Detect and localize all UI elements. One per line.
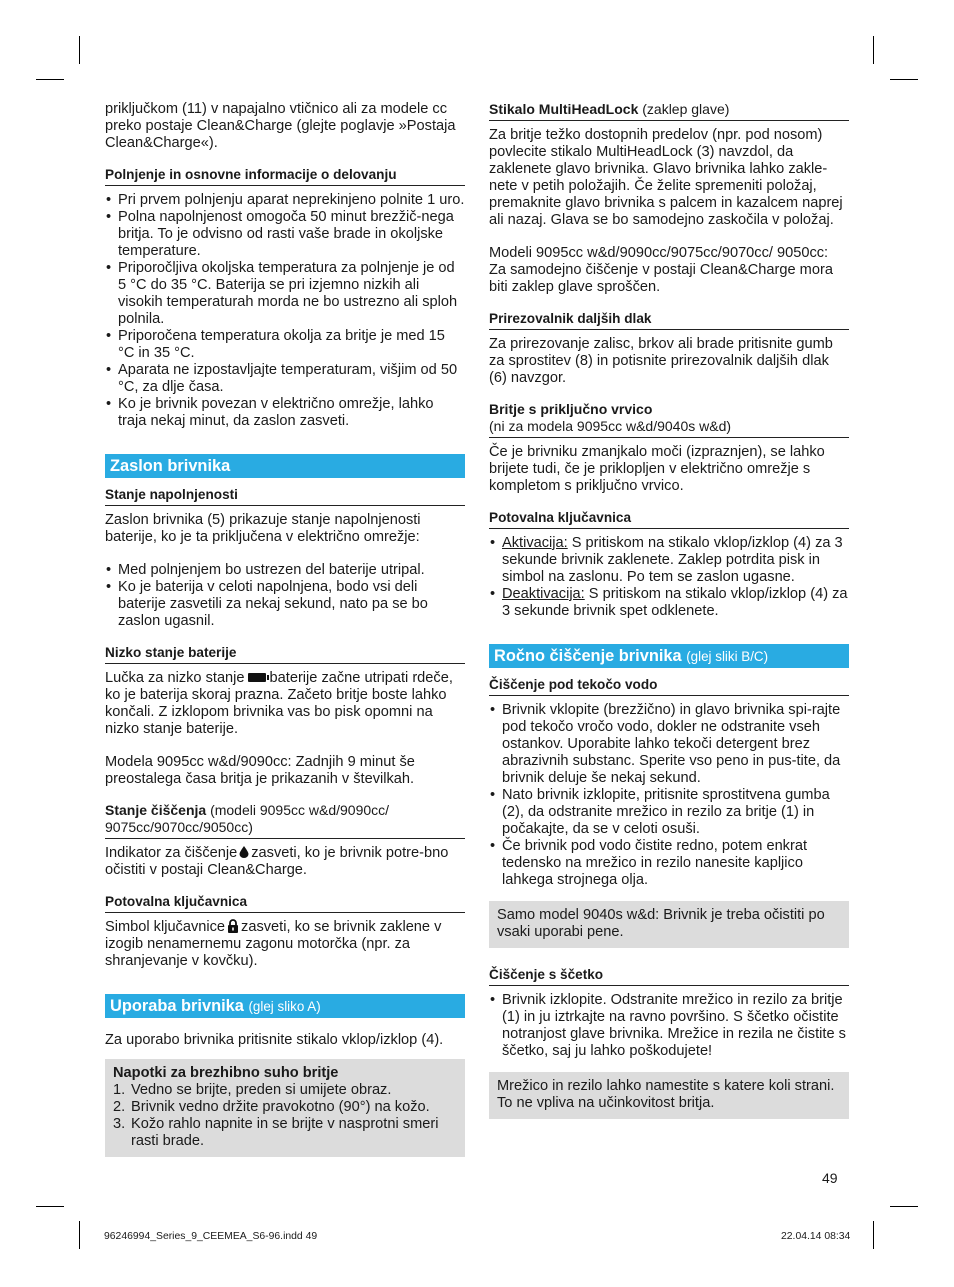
display-section-title: Zaslon brivnika xyxy=(110,457,231,475)
crop-mark xyxy=(890,79,918,80)
water-clean-heading: Čiščenje pod tekočo vodo xyxy=(489,676,849,696)
crop-mark xyxy=(890,1206,918,1207)
charging-list xyxy=(105,192,465,430)
dry-shave-tips-box xyxy=(105,1059,465,1157)
list-item: • Med polnjenjem bo ustrezen del baterije utripal. xyxy=(105,562,465,579)
foil-note: Mrežico in rezilo lahko namestite s katere koli strani. To ne vpliva na učinkovitost britja. xyxy=(497,1078,835,1111)
list-item xyxy=(489,535,849,586)
list-item: • Brivnik izklopite. Odstranite mrežico in rezilo za britje (1) in ju iztrkajte na ravno površino. S ščetko očistite notranjost glave brivnika. Mrežice in rezila ne čistite s ščetko, saj ju lahko poškodujete! xyxy=(489,992,849,1060)
travel-lock-text-left xyxy=(105,919,465,970)
multihead-heading xyxy=(489,101,849,121)
list-item: • Pri prvem polnjenju aparat neprekinjeno polnite 1 uro. xyxy=(105,192,465,209)
low-battery-text-a: Lučka za nizko stanje xyxy=(105,670,245,686)
activation-text: S pritiskom na stikalo vklop/izklop (4) za 3 sekunde brivnik zaklenete. Zaklep potrdita pisk in simbol na zaslonu. Po tem se zaslon ugasne. xyxy=(502,535,843,585)
list-item: • Ko je baterija v celoti napolnjena, bodo vsi deli baterije zasvetili za nekaj sekund, nato pa se bo zaslon ugasnil. xyxy=(105,579,465,630)
activation-label: Aktivacija: xyxy=(502,535,568,551)
corded-heading-bold: Britje s priključno vrvico xyxy=(489,401,653,417)
travel-lock-heading-right: Potovalna ključavnica xyxy=(489,509,849,529)
foil-note-box xyxy=(489,1072,849,1119)
list-item: • Priporočljiva okoljska temperatura za polnjenje je od 5 °C do 35 °C. Baterija se pri izjemno nizkih ali visokih temperaturah morda ne bo ustrezno ali sploh polnila. xyxy=(105,260,465,328)
foam-note-box xyxy=(489,901,849,948)
list-item: • Brivnik vklopite (brezžično) in glavo brivnika spi-rajte pod tekočo vročo vodo, dokler ne odstranite vseh ostankov. Uporabite lahko tekoči detergent brez abrazivnih substanc. Sperite vso peno in pus-tite, da brivnik deluje še nekaj sekund. xyxy=(489,702,849,787)
charge-state-heading: Stanje napolnjenosti xyxy=(105,486,465,506)
brush-clean-heading: Čiščenje s ščetko xyxy=(489,966,849,986)
usage-section-band xyxy=(105,994,465,1018)
multihead-models-text: Modeli 9095cc w&d/9090cc/9075cc/9070cc/ 9050cc: Za samodejno čiščenje v postaji Clean&Charge mora biti zaklep glave sproščen. xyxy=(489,245,833,295)
crop-mark xyxy=(79,36,80,64)
item-text: Vedno se brijte, preden si umijete obraz. xyxy=(131,1082,392,1098)
lock-text-b: zasveti, ko se brivnik zaklene v izogib nenamernemu zagonu motorčka (npr. za shranjevanje v kovčku). xyxy=(105,919,442,969)
multihead-heading-note: (zaklep glave) xyxy=(642,101,730,117)
usage-text: Za uporabo brivnika pritisnite stikalo vklop/izklop (4). xyxy=(105,1032,444,1048)
display-section-band xyxy=(105,454,465,478)
right-column xyxy=(489,101,849,1119)
footer-file: 96246994_Series_9_CEEMEA_S6-96.indd 49 xyxy=(104,1231,318,1242)
cleaning-state-text xyxy=(105,845,465,879)
list-item xyxy=(113,1082,457,1099)
list-item xyxy=(113,1116,457,1150)
cleaning-state-heading xyxy=(105,802,465,839)
water-clean-list xyxy=(489,702,849,889)
list-item: • Polna napolnjenost omogoča 50 minut brezžič-nega britja. To je odvisno od rasti vaše brade in okoljske temperature. xyxy=(105,209,465,260)
low-battery-text xyxy=(105,670,465,738)
crop-mark xyxy=(873,36,874,64)
item-text: Brivnik vedno držite pravokotno (90°) na kožo. xyxy=(131,1099,430,1115)
low-battery-models-text: Modela 9095cc w&d/9090cc: Zadnjih 9 minut še preostalega časa britja je prikazanih v številkah. xyxy=(105,754,415,787)
deactivation-label: Deaktivacija: xyxy=(502,586,585,602)
corded-text: Če je brivniku zmanjkalo moči (izpraznjen), se lahko brijete tudi, če je priklopljen v električno omrežje s kompletom s priključno vrvico. xyxy=(489,444,825,494)
cleaning-text-a: Indikator za čiščenje xyxy=(105,845,238,861)
list-item xyxy=(489,586,849,620)
manual-clean-section-title: Ročno čiščenje brivnika xyxy=(494,647,682,665)
crop-mark xyxy=(36,1206,64,1207)
list-item xyxy=(113,1099,457,1116)
list-item: • Priporočena temperatura okolja za britje je med 15 °C in 35 °C. xyxy=(105,328,465,362)
low-battery-text-b: baterije začne utripati rdeče, ko je baterija skoraj prazna. Začeto britje boste lahko končali. Z izklopom brivnika vas bo pisk opomni na nizko stanje baterije. xyxy=(105,670,453,737)
low-battery-heading: Nizko stanje baterije xyxy=(105,644,465,664)
lock-text-a: Simbol ključavnice xyxy=(105,919,226,935)
travel-lock-heading-left: Potovalna ključavnica xyxy=(105,893,465,913)
item-number: 1. xyxy=(113,1082,126,1098)
item-number: 3. xyxy=(113,1116,126,1132)
intro-paragraph: priključkom (11) v napajalno vtičnico ali za modele cc preko postaje Clean&Charge (glejte poglavje »Postaja Clean&Charge«). xyxy=(105,101,456,151)
trimmer-text: Za prirezovanje zalisc, brkov ali brade pritisnite gumb za sprostitev (8) in potisnite prirezovalnik daljših dlak (6) navzgor. xyxy=(489,336,833,386)
multihead-heading-bold: Stikalo MultiHeadLock xyxy=(489,101,639,117)
item-number: 2. xyxy=(113,1099,126,1115)
list-item: • Nato brivnik izklopite, pritisnite sprostitvena gumba (2), da odstranite mrežico in rezilo za britje (1) in počakajte, da se v celoti osuši. xyxy=(489,787,849,838)
usage-section-note: (glej sliko A) xyxy=(248,999,321,1014)
deactivation-text: S pritiskom na stikalo vklop/izklop (4) za 3 sekunde brivnik spet odklenete. xyxy=(502,586,848,619)
manual-clean-section-band xyxy=(489,644,849,668)
crop-mark xyxy=(873,1221,874,1249)
list-item: • Če brivnik pod vodo čistite redno, potem enkrat tedensko na mrežico in rezilo nanesite kapljico lahkega strojnega olja. xyxy=(489,838,849,889)
travel-lock-list xyxy=(489,535,849,620)
footer-date: 22.04.14 08:34 xyxy=(781,1231,851,1242)
corded-heading-note: (ni za modela 9095cc w&d/9040s w&d) xyxy=(489,418,732,434)
lock-icon xyxy=(227,919,239,933)
charge-state-list xyxy=(105,562,465,630)
drop-icon xyxy=(239,846,249,858)
crop-mark xyxy=(79,1221,80,1249)
cleaning-state-heading-note: (modeli 9095cc w&d/9090cc/ 9075cc/9070cc/9050cc) xyxy=(105,802,390,835)
manual-clean-section-note: (glej sliki B/C) xyxy=(686,649,769,664)
battery-icon xyxy=(248,673,266,682)
cleaning-state-heading-bold: Stanje čiščenja xyxy=(105,802,207,818)
tips-list xyxy=(113,1082,457,1150)
multihead-text: Za britje težko dostopnih predelov (npr. pod nosom) povlecite stikalo MultiHeadLock (3) navzdol, da zaklenete glavo brivnika. Glavo brivnika lahko zakle-nete v petih položajih. Če želite spremeniti položaj, premaknite glavo brivnika s palcem in kazalcem naprej ali nazaj. Glava se bo samodejno zaskočila v položaj. xyxy=(489,127,843,228)
charge-state-text: Zaslon brivnika (5) prikazuje stanje napolnjenosti baterije, ko je ta priključena v električno omrežje: xyxy=(105,512,421,545)
charging-heading: Polnjenje in osnovne informacije o delovanju xyxy=(105,166,465,186)
brush-clean-list xyxy=(489,992,849,1060)
foam-note: Samo model 9040s w&d: Brivnik je treba očistiti po vsaki uporabi pene. xyxy=(497,907,825,940)
list-item: • Aparata ne izpostavljajte temperaturam, višjim od 50 °C, za dlje časa. xyxy=(105,362,465,396)
left-column xyxy=(105,101,465,1157)
page-number: 49 xyxy=(822,1170,838,1186)
item-text: Kožo rahlo napnite in se brijte v nasprotni smeri rasti brade. xyxy=(131,1116,439,1149)
crop-mark xyxy=(36,79,64,80)
cleaning-text-b: zasveti, ko je brivnik potre-bno očistiti v postaji Clean&Charge. xyxy=(105,845,449,878)
usage-section-title: Uporaba brivnika xyxy=(110,997,244,1015)
tips-title: Napotki za brezhibno suho britje xyxy=(113,1065,339,1081)
list-item: • Ko je brivnik povezan v električno omrežje, lahko traja nekaj minut, da zaslon zasveti. xyxy=(105,396,465,430)
corded-heading xyxy=(489,401,849,438)
trimmer-heading: Prirezovalnik daljših dlak xyxy=(489,310,849,330)
